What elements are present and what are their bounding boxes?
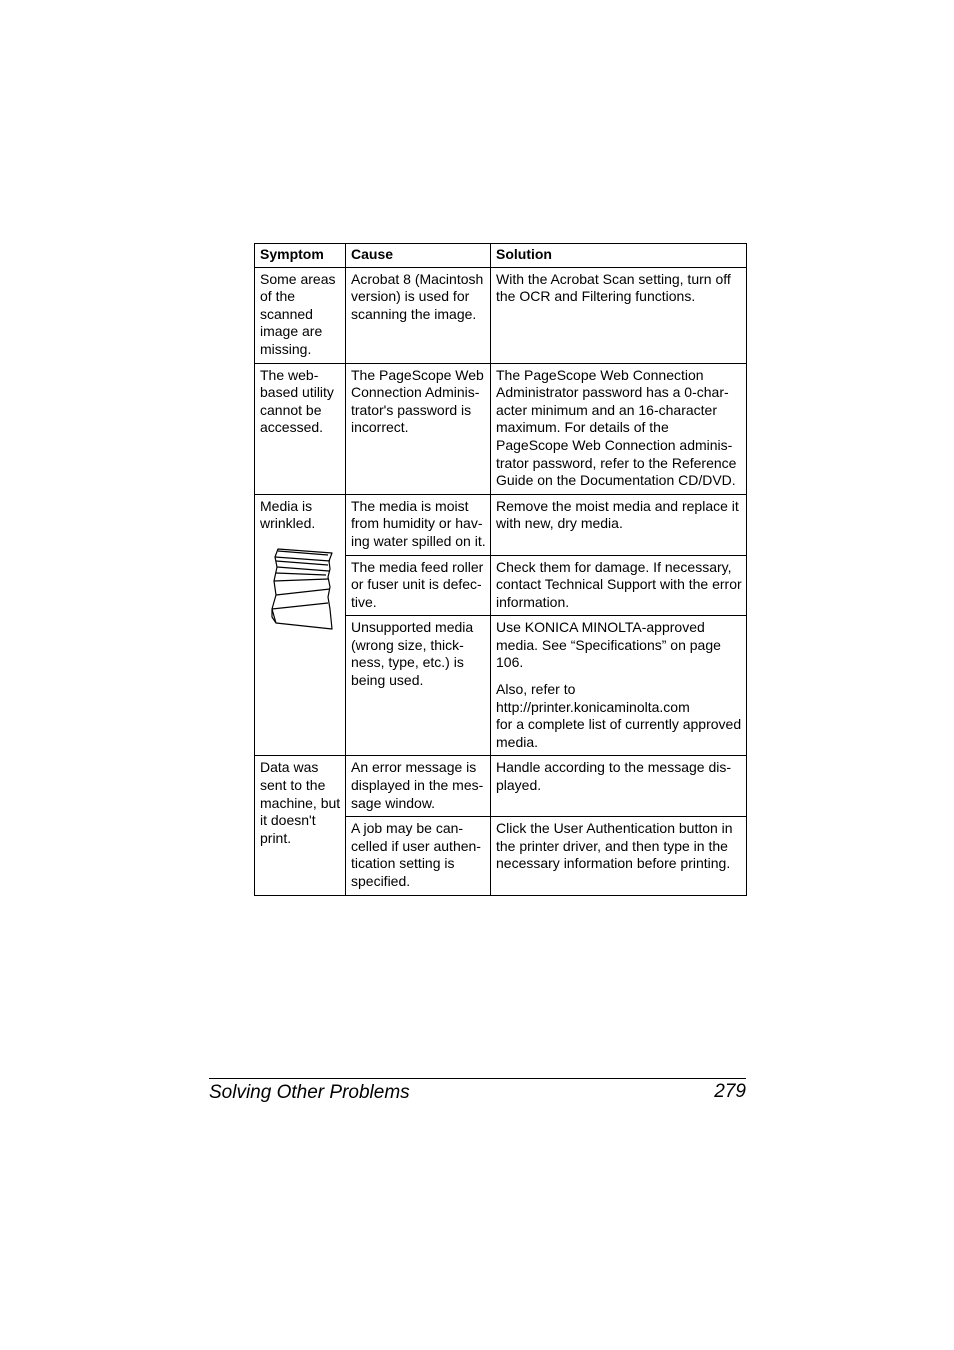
table-header-row bbox=[255, 244, 747, 268]
solution-cell: The PageScope Web Connection Administrator password has a 0-char-acter minimum and an 16-character maximum. For details of the PageScope Web Connection adminis-trator password, refer to the Reference Guide on the Documentation CD/DVD. bbox=[491, 363, 747, 494]
cause-cell: Acrobat 8 (Macintosh version) is used for scanning the image. bbox=[346, 267, 491, 363]
table-row bbox=[255, 494, 747, 555]
header-cause: Cause bbox=[346, 244, 491, 268]
solution-cell: Check them for damage. If necessary, contact Technical Support with the error information. bbox=[491, 555, 747, 616]
symptom-cell: Data was sent to the machine, but it doesn't print. bbox=[255, 756, 346, 895]
symptom-cell bbox=[255, 494, 346, 756]
solution-cell: With the Acrobat Scan setting, turn off the OCR and Filtering functions. bbox=[491, 267, 747, 363]
cause-cell: A job may be can-celled if user authen-tication setting is specified. bbox=[346, 817, 491, 895]
solution-paragraph bbox=[496, 681, 742, 751]
page-number: 279 bbox=[714, 1081, 746, 1102]
table-row bbox=[255, 267, 747, 363]
cause-cell: The PageScope Web Connection Adminis-trator's password is incorrect. bbox=[346, 363, 491, 494]
url-link[interactable]: http://printer.konicaminolta.com bbox=[496, 698, 690, 715]
footer-divider bbox=[209, 1078, 746, 1079]
cause-cell: The media is moist from humidity or hav-ing water spilled on it. bbox=[346, 494, 491, 555]
header-symptom: Symptom bbox=[255, 244, 346, 268]
symptom-cell: The web-based utility cannot be accessed. bbox=[255, 363, 346, 494]
solution-cell: Remove the moist media and replace it with new, dry media. bbox=[491, 494, 747, 555]
solution-cell: Click the User Authentication button in the printer driver, and then type in the necessary information before printing. bbox=[491, 817, 747, 895]
solution-cell bbox=[491, 616, 747, 756]
table-row bbox=[255, 756, 747, 817]
cause-cell: Unsupported media (wrong size, thick-ness, type, etc.) is being used. bbox=[346, 616, 491, 756]
solution-line: Also, refer to bbox=[496, 681, 576, 698]
table-row bbox=[255, 363, 747, 494]
symptom-cell: Some areas of the scanned image are missing. bbox=[255, 267, 346, 363]
solution-paragraph: Use KONICA MINOLTA-approved media. See “Specifications” on page 106. bbox=[496, 619, 721, 671]
solution-cell: Handle according to the message dis-played. bbox=[491, 756, 747, 817]
troubleshooting-table bbox=[254, 243, 747, 896]
header-solution: Solution bbox=[491, 244, 747, 268]
solution-line: for a complete list of currently approved media. bbox=[496, 716, 742, 750]
wrinkled-media-icon bbox=[268, 547, 334, 633]
footer-section-title: Solving Other Problems bbox=[209, 1082, 410, 1103]
symptom-text: Media is wrinkled. bbox=[260, 497, 316, 532]
cause-cell: An error message is displayed in the mes-sage window. bbox=[346, 756, 491, 817]
cause-cell: The media feed roller or fuser unit is defec-tive. bbox=[346, 555, 491, 616]
